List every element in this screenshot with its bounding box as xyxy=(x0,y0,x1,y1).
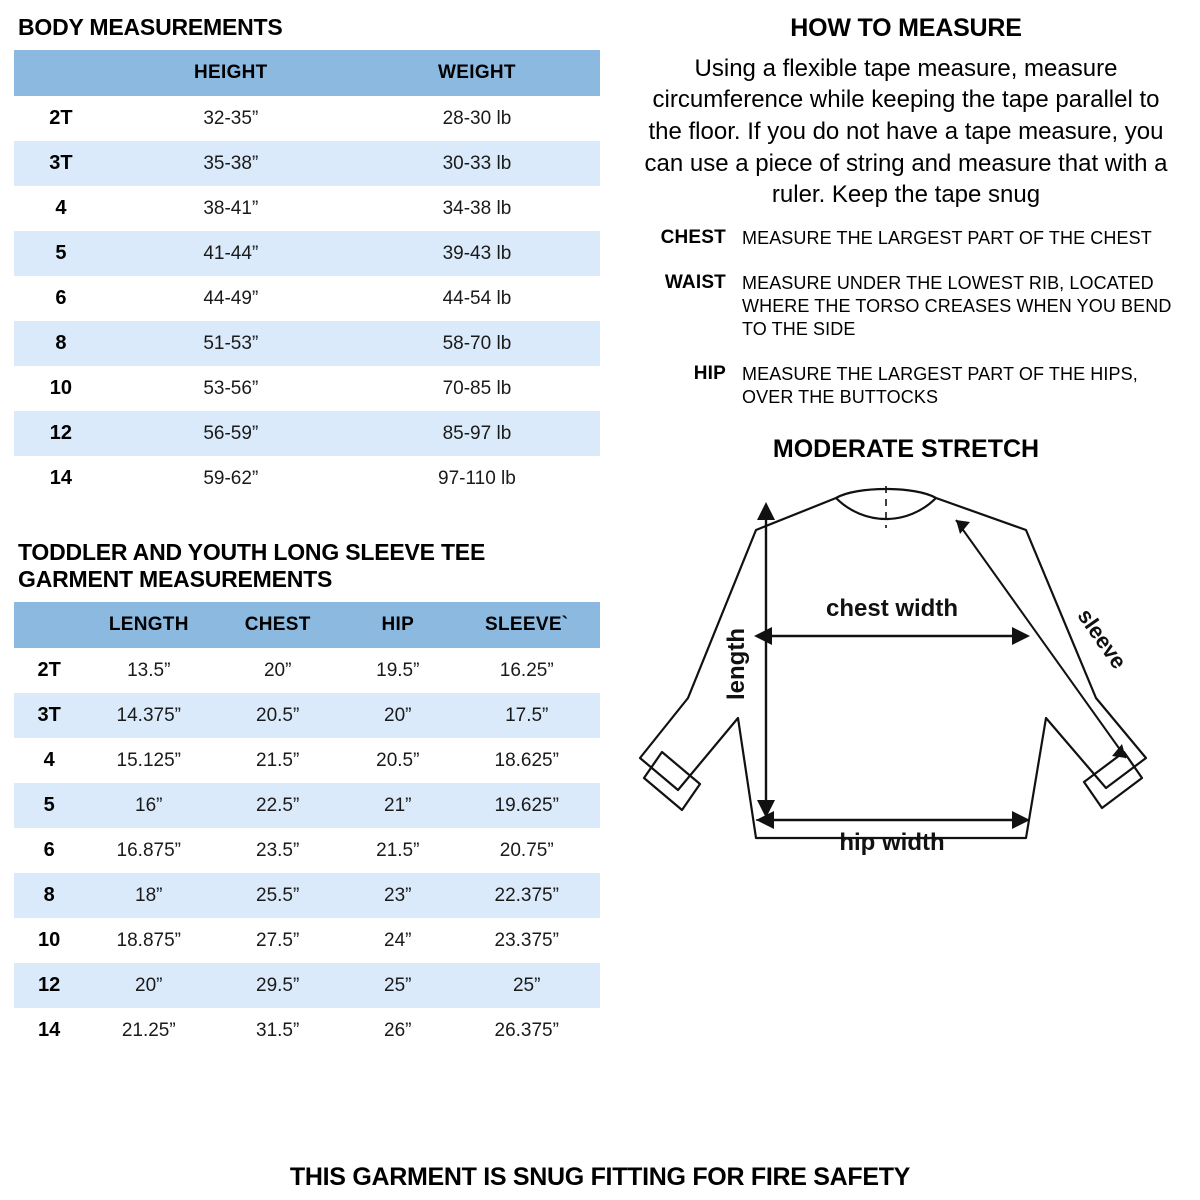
cell-chest: 20” xyxy=(263,659,292,681)
cell-hip: 21.5” xyxy=(376,839,420,861)
chest-width-label: chest width xyxy=(825,595,959,623)
cell-sleeve: 16.25” xyxy=(499,659,554,681)
garment-measurements-title: TODDLER AND YOUTH LONG SLEEVE TEE GARMENT MEASUREMENTS xyxy=(18,539,486,592)
cell-chest: 25.5” xyxy=(213,873,342,918)
sleeve-label: sleeve xyxy=(1072,604,1132,674)
column-header-sleeve: SLEEVE` xyxy=(453,602,600,648)
cell-hip: 19.5” xyxy=(376,659,420,681)
cell-sleeve: 19.625” xyxy=(453,783,600,828)
cell-chest: 29.5” xyxy=(213,963,342,1008)
chest-width-arrow xyxy=(754,627,1030,645)
column-header-size xyxy=(14,50,108,96)
cell-hip: 26” xyxy=(384,1019,412,1041)
column-header-chest: CHEST xyxy=(213,602,342,648)
shirt-outline xyxy=(640,489,1146,838)
cell-length: 16” xyxy=(84,783,213,828)
cell-size: 5 xyxy=(14,231,108,276)
cell-size: 4 xyxy=(43,749,55,772)
table-row xyxy=(14,1008,600,1053)
column-header-height: HEIGHT xyxy=(108,50,354,96)
column-header-hip: HIP xyxy=(342,602,453,648)
definition-description: MEASURE THE LARGEST PART OF THE HIPS, OVER THE BUTTOCKS xyxy=(742,364,1138,408)
definition-description: MEASURE UNDER THE LOWEST RIB, LOCATED WHERE THE TORSO CREASES WHEN YOU BEND TO THE SIDE xyxy=(742,273,1172,340)
cell-hip: 20” xyxy=(342,693,453,738)
cell-size: 5 xyxy=(14,783,84,828)
length-arrow xyxy=(757,502,775,818)
cell-size: 3T xyxy=(14,141,108,186)
cell-weight: 28-30 lb xyxy=(442,107,512,129)
table-row xyxy=(14,648,600,693)
body-measurements-title: BODY MEASUREMENTS xyxy=(18,14,283,40)
cell-height: 38-41” xyxy=(203,197,259,219)
cell-height: 56-59” xyxy=(108,411,354,456)
cell-size: 12 xyxy=(14,411,108,456)
garment-diagram-svg xyxy=(626,468,1186,868)
cell-chest: 23.5” xyxy=(256,839,300,861)
cell-size: 3T xyxy=(14,693,84,738)
table-header-row xyxy=(14,50,600,96)
definition-term: WAIST xyxy=(664,272,726,294)
table-row xyxy=(14,456,600,501)
cell-length: 13.5” xyxy=(127,659,171,681)
cell-sleeve: 25” xyxy=(453,963,600,1008)
cell-size: 6 xyxy=(43,839,55,862)
fire-safety-note: THIS GARMENT IS SNUG FITTING FOR FIRE SAFETY xyxy=(289,1163,911,1191)
cell-hip: 25” xyxy=(342,963,453,1008)
cell-chest: 31.5” xyxy=(256,1019,300,1041)
cell-size: 8 xyxy=(14,873,84,918)
cell-hip: 20.5” xyxy=(376,749,420,771)
cuff-left xyxy=(644,752,700,810)
cell-size: 4 xyxy=(55,197,67,220)
definition-term: CHEST xyxy=(660,227,726,249)
cell-weight: 85-97 lb xyxy=(354,411,600,456)
table-row xyxy=(14,693,600,738)
cell-length: 16.875” xyxy=(116,839,181,861)
cell-weight: 39-43 lb xyxy=(354,231,600,276)
cell-size: 14 xyxy=(49,467,72,490)
cell-chest: 27.5” xyxy=(256,929,300,951)
table-header-row xyxy=(14,602,600,648)
column-header-size xyxy=(14,602,84,648)
measurement-definitions xyxy=(638,227,1184,409)
cell-size: 8 xyxy=(14,321,108,366)
cell-height: 59-62” xyxy=(203,467,259,489)
table-row xyxy=(14,738,600,783)
table-row xyxy=(14,141,600,186)
table-row xyxy=(14,321,600,366)
cell-height: 53-56” xyxy=(203,377,259,399)
table-row xyxy=(14,783,600,828)
definition-chest xyxy=(638,227,1184,250)
table-row xyxy=(14,873,600,918)
cell-weight: 30-33 lb xyxy=(354,141,600,186)
cell-length: 15.125” xyxy=(116,749,181,771)
cell-height: 51-53” xyxy=(108,321,354,366)
cell-sleeve: 26.375” xyxy=(494,1019,559,1041)
length-label: length xyxy=(723,628,750,701)
stretch-title: MODERATE STRETCH xyxy=(772,435,1040,464)
table-row xyxy=(14,963,600,1008)
cell-height: 44-49” xyxy=(203,287,259,309)
cell-sleeve: 22.375” xyxy=(453,873,600,918)
cell-weight: 44-54 lb xyxy=(442,287,512,309)
column-header-weight: WEIGHT xyxy=(354,50,600,96)
table-row xyxy=(14,96,600,141)
cell-size: 10 xyxy=(38,929,61,952)
cell-hip: 24” xyxy=(384,929,412,951)
cell-sleeve: 17.5” xyxy=(453,693,600,738)
cell-size: 10 xyxy=(49,377,72,400)
cuff-right xyxy=(1084,752,1142,808)
cell-size: 2T xyxy=(49,107,73,130)
cell-weight: 97-110 lb xyxy=(438,467,516,489)
cell-length: 18” xyxy=(84,873,213,918)
cell-chest: 22.5” xyxy=(213,783,342,828)
cell-length: 14.375” xyxy=(84,693,213,738)
table-row xyxy=(14,276,600,321)
hip-width-label: hip width xyxy=(839,829,945,857)
garment-diagram xyxy=(626,468,1186,868)
table-row xyxy=(14,231,600,276)
table-row xyxy=(14,366,600,411)
cell-size: 12 xyxy=(14,963,84,1008)
how-to-measure-title: HOW TO MEASURE xyxy=(790,14,1022,42)
definition-term: HIP xyxy=(693,363,726,385)
body-measurements-table xyxy=(14,50,600,501)
cell-sleeve: 23.375” xyxy=(494,929,559,951)
table-row xyxy=(14,828,600,873)
cell-height: 35-38” xyxy=(108,141,354,186)
how-to-measure-intro: Using a flexible tape measure, measure circumference while keeping the tape parallel to the floor. If you do not have a tape measure, you can use a piece of string and measure that with a ruler. Keep the tape snug xyxy=(644,54,1168,209)
definition-description: MEASURE THE LARGEST PART OF THE CHEST xyxy=(742,228,1152,249)
cell-hip: 21” xyxy=(342,783,453,828)
cell-weight: 34-38 lb xyxy=(442,197,512,219)
right-column xyxy=(612,0,1200,1200)
cell-length: 21.25” xyxy=(121,1019,176,1041)
garment-measurements-table xyxy=(14,602,600,1053)
cell-sleeve: 18.625” xyxy=(494,749,559,771)
cell-hip: 23” xyxy=(342,873,453,918)
cell-weight: 70-85 lb xyxy=(442,377,512,399)
hip-width-arrow xyxy=(756,811,1030,829)
table-row xyxy=(14,411,600,456)
cell-chest: 20.5” xyxy=(213,693,342,738)
cell-sleeve: 20.75” xyxy=(499,839,554,861)
definition-hip xyxy=(638,363,1184,409)
cell-length: 20” xyxy=(84,963,213,1008)
column-header-length: LENGTH xyxy=(84,602,213,648)
cell-weight: 58-70 lb xyxy=(354,321,600,366)
cell-height: 32-35” xyxy=(203,107,259,129)
cell-length: 18.875” xyxy=(116,929,181,951)
table-row xyxy=(14,918,600,963)
cell-size: 14 xyxy=(38,1019,61,1042)
cell-size: 2T xyxy=(37,659,61,682)
cell-size: 6 xyxy=(55,287,67,310)
table-row xyxy=(14,186,600,231)
cell-height: 41-44” xyxy=(108,231,354,276)
definition-waist xyxy=(638,272,1184,341)
cell-chest: 21.5” xyxy=(256,749,300,771)
